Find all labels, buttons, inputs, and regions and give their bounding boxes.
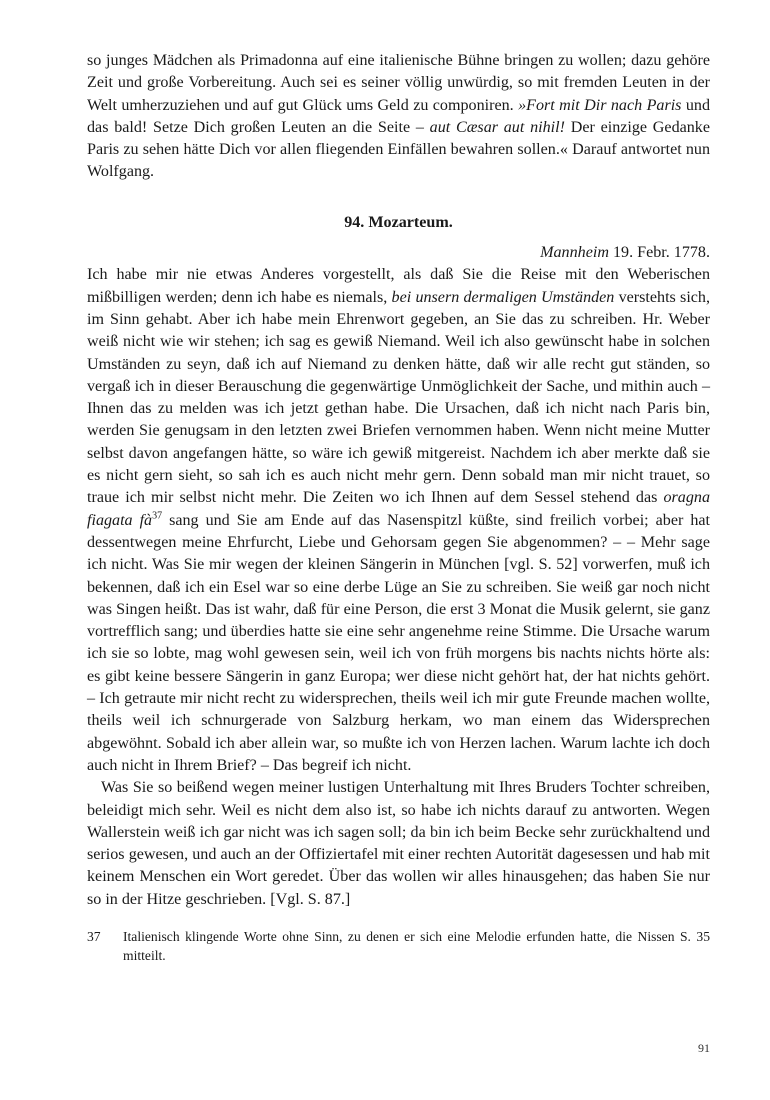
footnote-reference: 37 bbox=[152, 510, 163, 522]
dateline bbox=[87, 242, 710, 264]
intro-paragraph bbox=[87, 50, 710, 184]
italic-run: aut Cæsar aut nihil! bbox=[429, 118, 565, 136]
dateline-date: 19. Febr. 1778. bbox=[608, 244, 710, 262]
text-run: so junges Mädchen als Primadonna auf eine italienische Bühne bringen zu wollen; dazu gehöre Zeit und große Vorbereitung. Auch sei es seiner völlig unwürdig, so mit fremden Leuten in der Welt umherzuziehen und auf gut Glück ums Geld zu componiren. bbox=[87, 52, 710, 114]
italic-run: bei unsern dermaligen Umständen bbox=[391, 288, 615, 306]
text-run: Ich habe mir nie etwas Anderes vorgestellt, als daß Sie die Reise mit den Weberischen mißbilligen werden; denn ich habe es niemals, bbox=[87, 266, 710, 306]
text-run: Der einzige Gedanke Paris zu sehen hätte Dich vor allen fliegenden Einfällen bewahren sollen.« Darauf antwortet nun Wolfgang. bbox=[87, 118, 710, 181]
text-run: sang und Sie am Ende auf das Nasenspitzl küßte, sind freilich vorbei; aber hat dessentwegen meine Ehrfurcht, Liebe und Gehorsam gegen Sie abgenommen? – – Mehr sage ich nicht. Was Sie mir wegen der kleinen Sängerin in München [vgl. S. 52] vorwerfen, muß ich bekennen, daß ich ein Esel war so eine derbe Lüge an Sie zu schreiben. Sie weiß gar noch nicht was Singen heißt. Das ist wahr, daß für eine Person, die erst 3 Monat die Musik gelernt, sie ganz vortrefflich sang; und überdies hatte sie eine sehr angenehme reine Stimme. Die Ursache warum ich sie so lobte, mag wohl gewesen sein, weil ich von früh morgens bis nachts nichts hörte als: es gibt keine bessere Sängerin in ganz Europa; wer diese nicht gehört hat, der hat nichts gehört. – Ich getraute mir nicht recht zu widersprechen, theils weil ich mir gute Freunde machen wollte, theils weil ich schnurgerade von Salzburg herkam, wo man einem das Widersprechen abgewöhnt. Sobald ich aber allein war, so mußte ich von Herzen lachen. Warum lachte ich doch auch nicht in Ihrem Brief? – Das begreif ich nicht. bbox=[87, 511, 710, 774]
footnote-number: 37 bbox=[87, 928, 101, 944]
text-run: verstehts sich, im Sinn gehabt. Aber ich habe mein Ehrenwort gegeben, an Sie das zu schreiben. Hr. Weber weiß nicht wie wir stehen; ich sag es gewiß Niemand. Weil ich also gewünscht habe in solchen Umständen zu seyn, daß ich auf Niemand zu denken hätte, daß wir alle recht gut ständen, so vergaß ich in dieser Berauschung die gegenwärtige Unmöglichkeit der Sache, und mithin auch – Ihnen das zu melden was ich jetzt gethan habe. Die Ursachen, daß ich nicht nach Paris bin, werden Sie genugsam in den letzten zwei Briefen vernommen haben. Wenn nicht meine Mutter selbst davon angefangen hätte, so wäre ich gewiß mitgereist. Nachdem ich aber merkte daß sie es nicht gern sieht, so sah ich es auch nicht mehr gern. Denn sobald man mir nicht trauet, so traue ich mir selbst nicht mehr. Die Zeiten wo ich Ihnen auf dem Sessel stehend das bbox=[87, 288, 710, 507]
italic-run: oragna fiagata fà bbox=[87, 489, 710, 529]
page-number: 91 bbox=[698, 1041, 710, 1055]
letter-paragraph-2 bbox=[87, 777, 710, 911]
italic-run: »Fort mit Dir nach Paris bbox=[518, 96, 682, 114]
footnote bbox=[87, 927, 710, 965]
footnote-text: Italienisch klingende Worte ohne Sinn, zu denen er sich eine Melodie erfunden hatte, die Nissen S. 35 mitteilt. bbox=[123, 928, 710, 963]
text-run: Was Sie so beißend wegen meiner lustigen Unterhaltung mit Ihres Bruders Tochter schreiben, beleidigt mich sehr. Weil es nicht dem also ist, so habe ich nichts darauf zu antworten. Wegen Wallerstein weiß ich gar nicht was ich sagen soll; da bin ich beim Becke sehr zurückhaltend und serios gewesen, und auch an der Offiziertafel mit einer rechten Autorität dagesessen und hab mit keinem Menschen ein Wort geredet. Über das wollen wir alles hinausgehen; das haben Sie nur so in der Hitze geschrieben. [Vgl. S. 87.] bbox=[87, 779, 710, 908]
letter-heading: 94. Mozarteum. bbox=[344, 213, 453, 231]
page-content bbox=[87, 50, 710, 965]
text-run: und das bald! Setze Dich großen Leuten an die Seite – bbox=[87, 96, 710, 136]
dateline-place: Mannheim bbox=[540, 244, 609, 262]
letter-paragraph-1 bbox=[87, 264, 710, 777]
